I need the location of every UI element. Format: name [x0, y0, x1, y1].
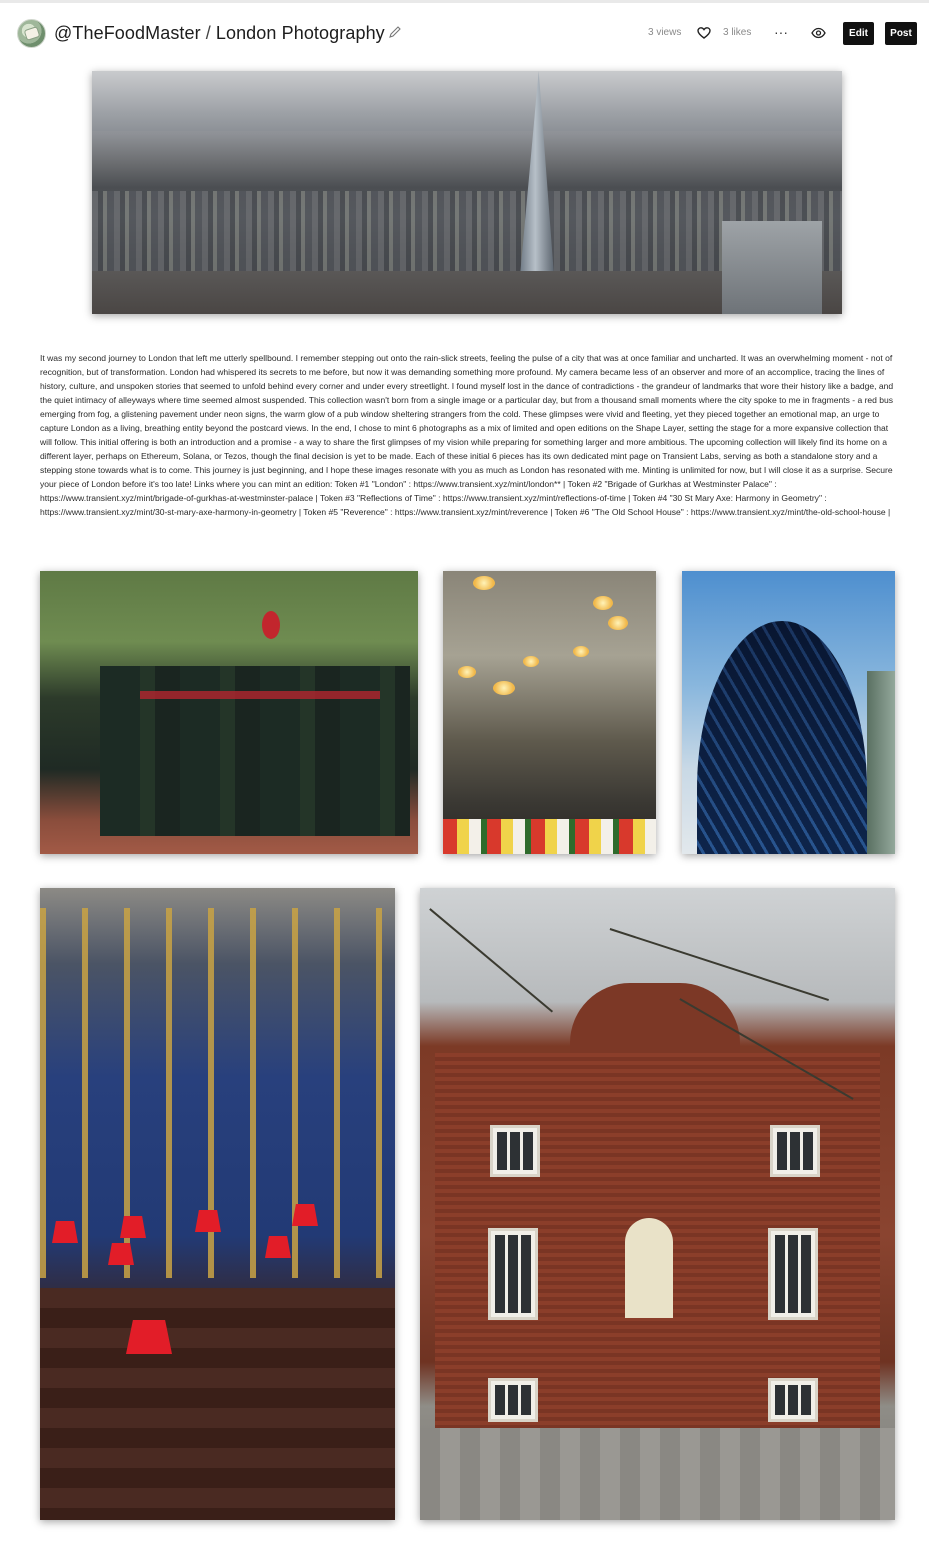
- school-window: [770, 1125, 820, 1177]
- eye-icon[interactable]: [811, 26, 826, 40]
- page-title: [54, 23, 385, 44]
- reflection-lamp: [608, 616, 628, 630]
- views-count: 3 views: [648, 27, 682, 38]
- school-window: [488, 1228, 538, 1320]
- likes-count: 3 likes: [723, 27, 752, 38]
- reflection-lamp: [493, 681, 515, 695]
- reflection-lamp: [523, 656, 539, 667]
- reflection-flowers: [443, 819, 656, 854]
- photo-gurkhas[interactable]: [40, 571, 418, 854]
- heart-icon[interactable]: [697, 26, 711, 40]
- lamp-shade: [292, 1204, 318, 1226]
- hero-photo-london-skyline[interactable]: [92, 71, 842, 314]
- post-button[interactable]: Post: [885, 22, 917, 45]
- collection-description: It was my second journey to London that left me utterly spellbound. I remember stepping out onto the rain-slick streets, feeling the pulse of a city that was at once familiar and uncharted. It was an overwhelming moment - not of recognition, but of transformation. London had whispered its secrets to me before, but now it was demanding something more profound. My camera became less of an observer and more of an accomplice, tracing the lines of history, culture, and unspoken stories that seemed to unfold behind every corner and under every streetlight. I found myself lost in the dance of contradictions - the grandeur of landmarks that wore their history like a badge, and the quiet intimacy of alleyways where time seemed almost suspended. This collection wasn't born from a single image or a particular day, but from a thousand small moments where the city spoke to me in fragments - a red bus emerging from fog, a glistening pavement under neon signs, the warm glow of a pub window sheltering strangers from the cold. These glimpses were vivid and fleeting, yet they pieced together an emotional map, an urge to capture London as a living, breathing entity beyond the postcard views. In the end, I chose to mint 6 photographs as a mix of limited and open editions on the Shape Layer, setting the stage for a more expansive collection that will follow. This initial offering is both an introduction and a promise - a way to share the first glimpses of my vision while preparing for something larger and more ambitious. The upcoming collection will likely find its home on a different layer, perhaps on Ethereum, Solana, or Tezos, though the final decision is yet to be made. Each of these initial 6 pieces has its own dedicated mint page on Transient Labs, serving as both a standalone story and a stepping stone towards what is to come. This journey is just beginning, and I hope these images resonate with you as much as London has resonated with me. Minting is unlimited for now, but I will close it as a surprise. Secure your piece of London before it's too late! Links where you can mint an edition: Token #1 "London" : https://www.transient.xyz/mint/london** | Token #2 "Brigade of Gurkhas at Westminster Palace" : https://www.transient.xyz/mint/brigade-of-gurkhas-at-westminster-palace | Token #3 "Reflections of Time" : https://www.transient.xyz/mint/reflections-of-time | Token #4 "30 St Mary Axe: Harmony in Geometry" : https://www.transient.xyz/mint/30-st-mary-axe-harmony-in-geometry | Token #5 "Reverence" : https://www.transient.xyz/mint/reverence | Token #6 "The Old School House" : https://www.transient.xyz/mint/the-old-school-house |: [40, 353, 894, 517]
- chapel-wood-stalls: [40, 1288, 395, 1520]
- reflection-lamp: [573, 646, 589, 657]
- lamp-shade: [52, 1221, 78, 1243]
- reflection-lamp: [458, 666, 476, 678]
- edit-button[interactable]: Edit: [843, 22, 874, 45]
- reflection-lamp: [473, 576, 495, 590]
- lamp-shade: [126, 1320, 172, 1354]
- school-courtyard: [420, 1428, 895, 1520]
- school-window: [768, 1378, 818, 1422]
- gherkin-side-building: [867, 671, 895, 854]
- gurkhas-plume: [262, 611, 280, 639]
- ellipsis-icon[interactable]: ···: [774, 24, 788, 40]
- page-header: [0, 14, 929, 54]
- lamp-shade: [265, 1236, 291, 1258]
- school-statue-niche: [625, 1218, 673, 1318]
- photo-reverence[interactable]: [40, 888, 395, 1520]
- lamp-shade: [195, 1210, 221, 1232]
- hero-foreground-building: [722, 221, 822, 314]
- photo-gherkin[interactable]: [682, 571, 895, 854]
- school-window: [768, 1228, 818, 1320]
- tree-branch: [430, 908, 554, 1012]
- gurkhas-sash: [140, 691, 380, 699]
- hero-sky: [92, 71, 842, 131]
- reflection-lamp: [593, 596, 613, 610]
- school-window: [490, 1125, 540, 1177]
- pencil-icon[interactable]: [388, 25, 402, 39]
- collection-title: London Photography: [215, 23, 385, 43]
- lamp-shade: [120, 1216, 146, 1238]
- photo-reflections[interactable]: [443, 571, 656, 854]
- avatar[interactable]: [17, 19, 46, 48]
- username-link[interactable]: @TheFoodMaster: [54, 23, 201, 43]
- lamp-shade: [108, 1243, 134, 1265]
- top-divider: [0, 0, 929, 3]
- photo-old-school-house[interactable]: [420, 888, 895, 1520]
- title-separator: /: [205, 23, 211, 43]
- gherkin-tower: [697, 621, 867, 854]
- school-window: [488, 1378, 538, 1422]
